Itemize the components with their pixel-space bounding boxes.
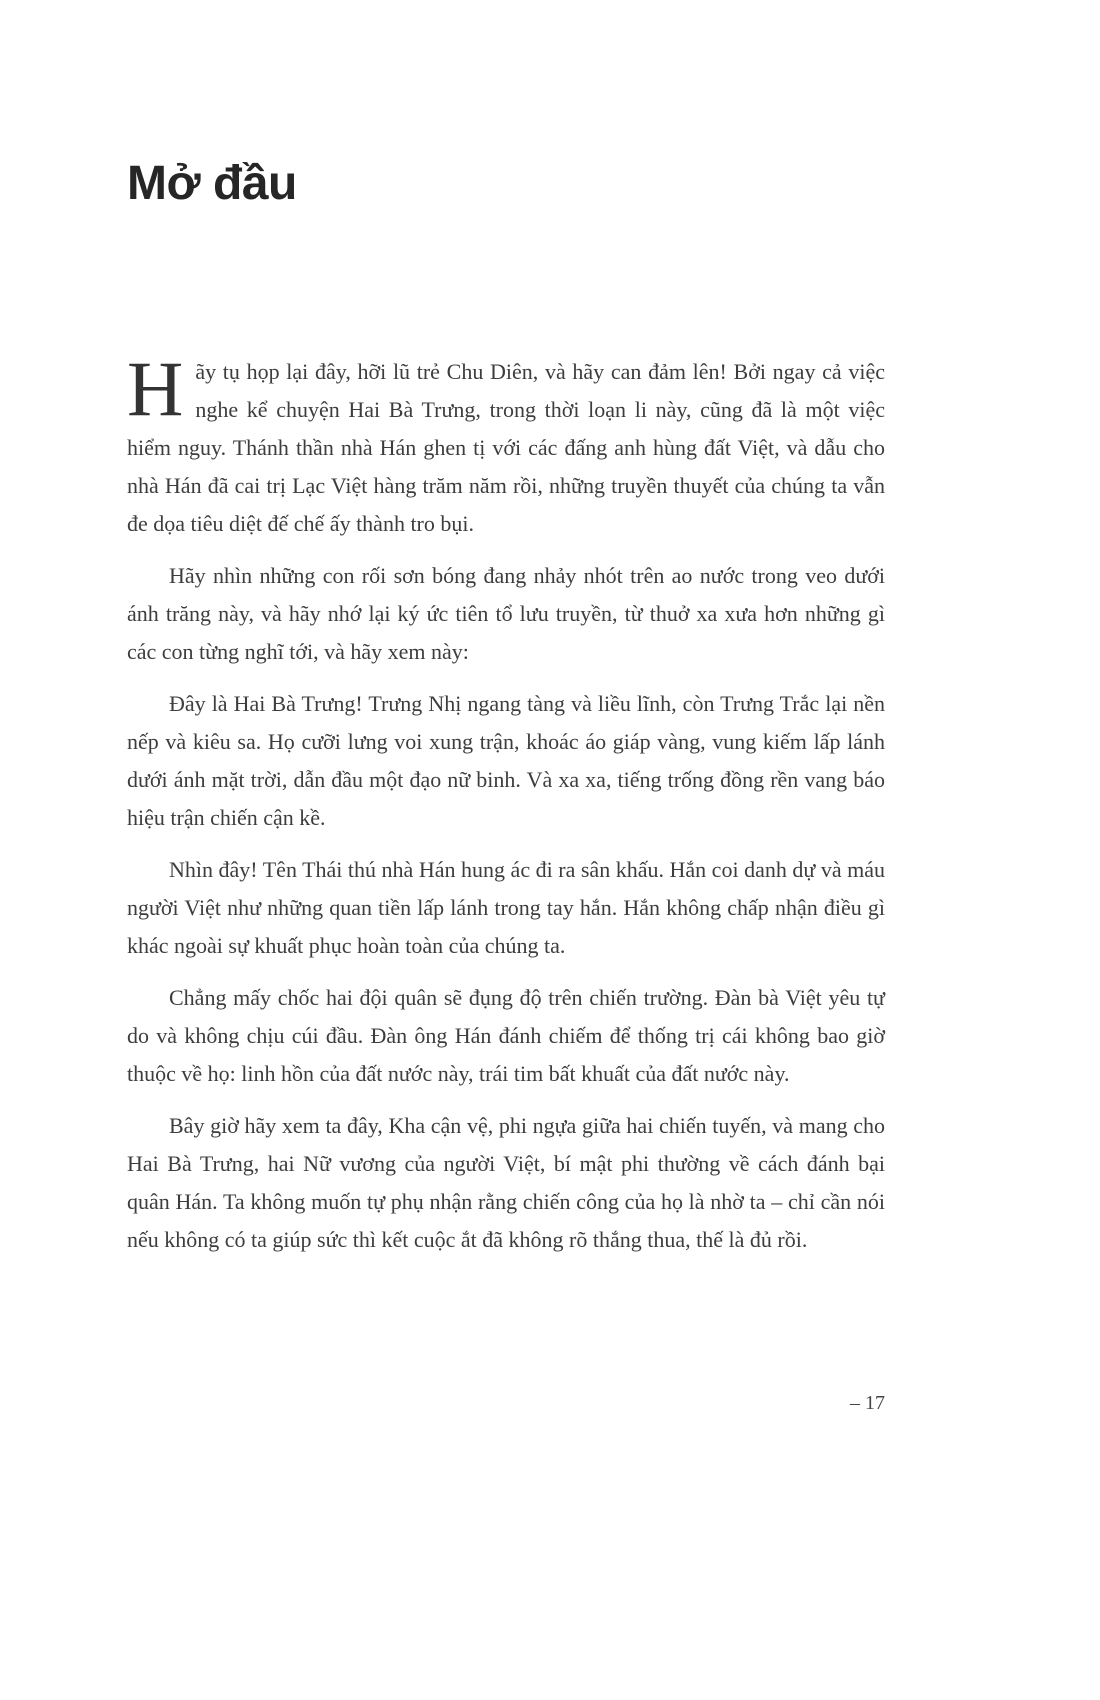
paragraph: Nhìn đây! Tên Thái thú nhà Hán hung ác đi ra sân khấu. Hắn coi danh dự và máu người Việt như những quan tiền lấp lánh trong tay hắn. Hắn không chấp nhận điều gì khác ngoài sự khuất phục hoàn toàn của chúng ta. [127,856,885,958]
paragraph: Hãy nhìn những con rối sơn bóng đang nhảy nhót trên ao nước trong veo dưới ánh trăng này, và hãy nhớ lại ký ức tiên tổ lưu truyền, từ thuở xa xưa hơn những gì các con từng nghĩ tới, và hãy xem này: [127,562,885,664]
paragraph: Chẳng mấy chốc hai đội quân sẽ đụng độ trên chiến trường. Đàn bà Việt yêu tự do và không chịu cúi đầu. Đàn ông Hán đánh chiếm để thống trị cái không bao giờ thuộc về họ: linh hồn của đất nước này, trái tim bất khuất của đất nước này. [127,984,885,1086]
paragraph: Đây là Hai Bà Trưng! Trưng Nhị ngang tàng và liều lĩnh, còn Trưng Trắc lại nền nếp và kiêu sa. Họ cưỡi lưng voi xung trận, khoác áo giáp vàng, vung kiếm lấp lánh dưới ánh mặt trời, dẫn đầu một đạo nữ binh. Và xa xa, tiếng trống đồng rền vang báo hiệu trận chiến cận kề. [127,690,885,830]
paragraph-text: ãy tụ họp lại đây, hỡi lũ trẻ Chu Diên, và hãy can đảm lên! Bởi ngay cả việc nghe kể chuyện Hai Bà Trưng, trong thời loạn li này, cũng đã là một việc hiểm nguy. Thánh thần nhà Hán ghen tị với các đấng anh hùng đất Việt, và dẫu cho nhà Hán đã cai trị Lạc Việt hàng trăm năm rồi, những truyền thuyết của chúng ta vẫn đe dọa tiêu diệt đế chế ấy thành tro bụi. [127,358,885,536]
chapter-title: Mở đầu [127,157,297,210]
page-number: – 17 [850,1392,885,1414]
paragraph: Bây giờ hãy xem ta đây, Kha cận vệ, phi ngựa giữa hai chiến tuyến, và mang cho Hai Bà Trưng, hai Nữ vương của người Việt, bí mật phi thường về cách đánh bại quân Hán. Ta không muốn tự phụ nhận rằng chiến công của họ là nhờ ta – chỉ cần nói nếu không có ta giúp sức thì kết cuộc ắt đã không rõ thắng thua, thế là đủ rồi. [127,1112,885,1252]
paragraph [127,344,885,543]
drop-cap: H [127,344,184,432]
body-text [127,344,885,1259]
